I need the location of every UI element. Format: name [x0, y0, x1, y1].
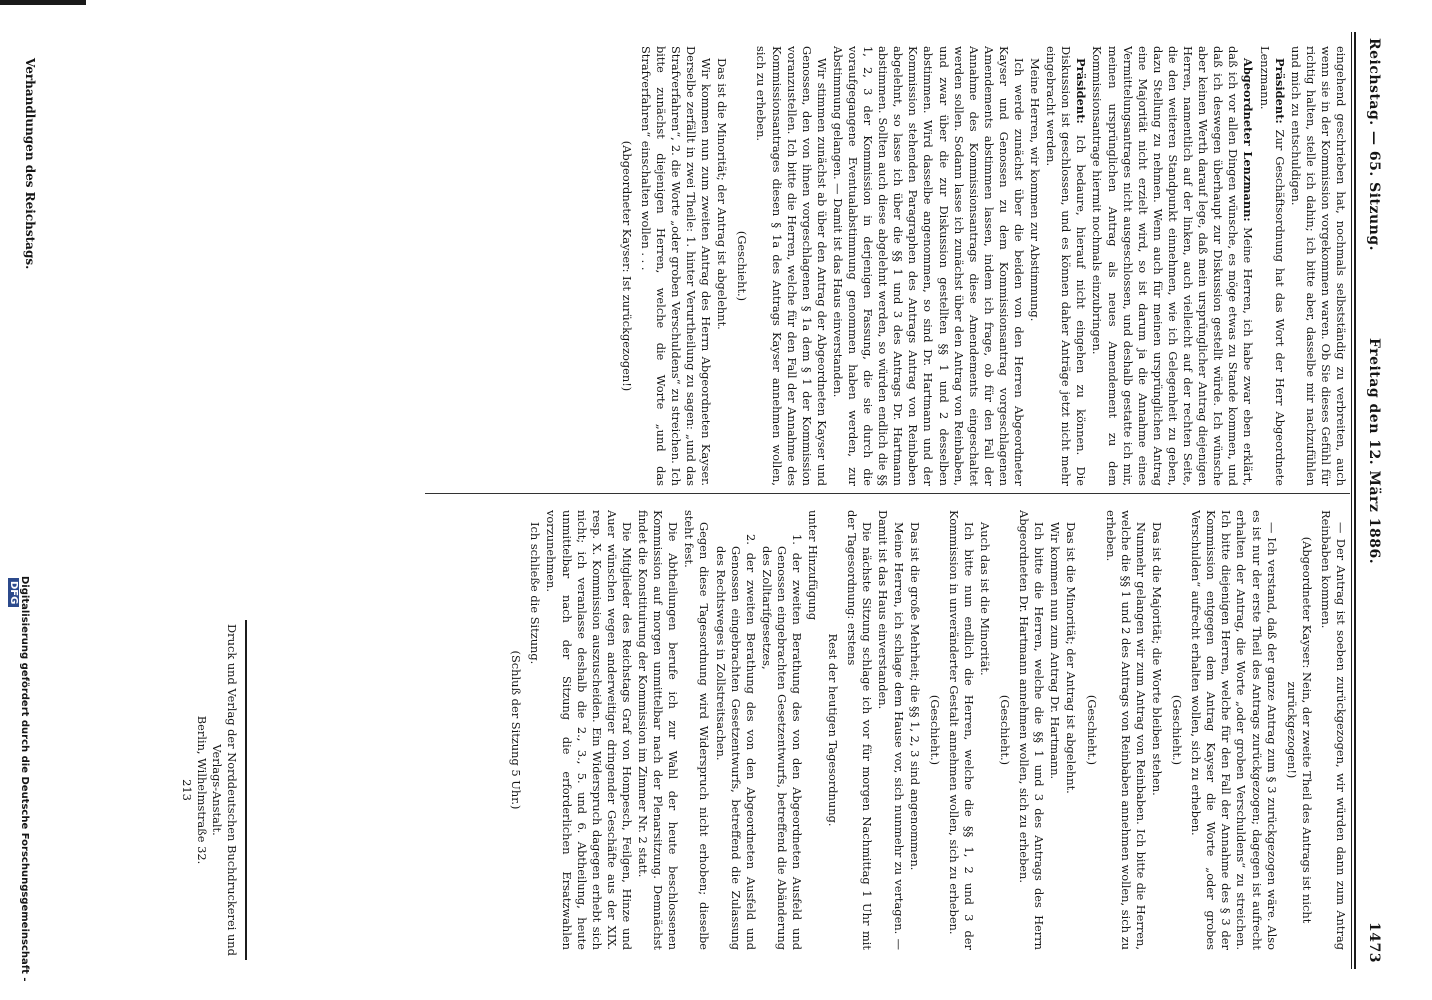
stage-direction: (Geschieht.) — [1170, 694, 1185, 766]
paragraph: Das ist die Minorität; der Antrag ist abgelehnt. — [1064, 522, 1079, 794]
paragraph: Wir kommen nun zum zweiten Antrag des Herrn Abgeordneten Kayser. Derselbe zerfällt in zwei Theile: 1. hinter Verurtheilung zu sagen: „und das Strafverfahren“, 2. die Worte „oder groben Verschuldens“ zu streichen. Ich bitte zunächst diejenigen Herren, welche die Worte „und das Strafverfahren“ einschalten wollen . . . — [638, 46, 714, 486]
paragraph — [1043, 46, 1088, 486]
speaker: Präsident: — [1074, 58, 1089, 124]
paragraph: — Der Antrag ist soeben zurückgezogen, wir würden dann zum Antrag Reinbaben kommen. — [1318, 510, 1348, 950]
running-header — [1356, 38, 1382, 963]
paragraph: Meine Herren, wir kommen zur Abstimmung. — [1028, 58, 1043, 322]
paragraph: Wir kommen nun zum Antrag Dr. Hartmann. — [1048, 522, 1063, 780]
stage-direction: (Geschieht.) — [998, 694, 1013, 766]
paragraph: Das ist die Majorität; die Worte bleiben stehen. — [1149, 522, 1164, 796]
speaker: Präsident: — [1272, 58, 1287, 124]
paragraph: Die nächste Sitzung schlage ich vor für morgen Nachmittag 1 Uhr mit der Tagesordnung: erstens — [845, 510, 875, 950]
paragraph: Ich bitte die Herren, welche die §§ 1 und 3 des Antrags des Herrn Abgeordneten Dr. Hartmann annehmen wollen, sich zu erheben. — [1017, 510, 1047, 950]
speech: Ich bedaure, hierauf nicht eingehen zu können. Die Diskussion ist geschlossen, und es können daher Anträge jetzt nicht mehr eingebracht werden. — [1044, 46, 1089, 486]
left-column — [188, 46, 1348, 486]
right-column — [188, 510, 1348, 950]
paragraph: Ich schließe die Sitzung. — [528, 522, 543, 665]
paragraph: Ich bitte nun endlich die Herren, welche die §§ 1, 2 und 3 der Kommission in unveränderter Gestalt annehmen wollen, sich zu erheben. — [946, 510, 976, 950]
paragraph: unter Hinzufügung — [806, 510, 821, 621]
paragraph: Ich werde zunächst über die beiden von den Herren Abgeordneter Kayser und Genossen zu dem Kommissionsantrag vorgeschlagenen Amendements abstimmen lassen, indem ich frage, ob für den Fall der Annahme des Kommissionsantrags diese Amendements eingeschaltet werden sollen. Sodann lasse ich zunächst über den Antrag von Reinbaben, und zwar über die zur Diskussion gestellten §§ 1 und 2 desselben abstimmen. Wird dasselbe angenommen, so sind Dr. Hartmann und der Kommission stehenden Paragraphen des Antrags Antrag von Reinbaben abgelehnt, so lasse ich über die §§ 1 und 3 des Antrags Dr. Hartmann abstimmen. Sollten auch diese abgelehnt werden, so würden endlich die §§ 1, 2, 3 der Kommission in derjenigen Fassung, die sie durch die voraufgegangene Eventualabstimmung genommen haben werden, zur Abstimmung gelangen. — Damit ist das Haus einverstanden. — [830, 46, 1027, 486]
interjection: (Abgeordneter Kayser: Nein, der zweite Theil des Antrags ist nicht zurückgezogen!) — [1284, 536, 1314, 924]
imprint-line: Berlin, Wilhelmstraße 32. — [195, 715, 209, 865]
speech: Meine Herren, ich habe zwar eben erklärt, daß ich vor allen Dingen wünsche, es möge etwas zu Stande kommen, und daß ich deswegen überhaupt zur Diskussion gestellt würde. Ich wünsche aber keinen Werth darauf lege, daß mein ursprünglicher Antrag diejenigen Herren, namentlich auf der linken, auch vielleicht auf der rechten Seite, die den weiteren Standpunkt einnehmen, wie ich Gelegenheit zu geben, dazu Stellung zu nehmen. Wenn auch für meinen ursprünglichen Antrag eine Majorität nicht erzielt wird, so ist darum ja die Annahme eines Vermittelungsantrages nicht ausgeschlossen, und deshalb gestatte ich mir, meinen ursprünglichen Antrag als neues Amendement zu dem Kommissionsantrage hiermit nochmals einzubringen. — [1090, 46, 1256, 486]
paragraph — [1256, 46, 1286, 486]
paragraph: — Ich verstand, daß der ganze Antrag zum § 3 zurückgezogen wäre. Also es ist nur der erste Theil des Antrags zurückgezogen; dagegen ist aufrecht erhalten der Antrag, die Worte „oder groben Verschuldens“ zu streichen. Ich bitte diejenigen Herren, welche für den Fall der Annahme des § 3 der Kommission entgegen dem Antrag Kayser die Worte „oder grobes Verschulden“ aufrecht erhalten wollen, sich zu erheben. — [1189, 510, 1279, 950]
header-rule-bottom — [1351, 32, 1352, 969]
paragraph: Die Abtheilungen berufe ich zur Wahl der heute beschlossenen Kommission auf morgen unmittelbar nach der Plenarsitzung. Demnächst findet die Konstituirung der Kommission im Zimmer Nr. 2 statt. — [636, 510, 681, 950]
paragraph — [1089, 46, 1255, 486]
dfg-logo: DFG — [8, 578, 19, 607]
footer-title: Verhandlungen des Reichstags. — [23, 58, 37, 270]
interjection: (Abgeordneter Kayser: Ist zurückgezogen!) — [619, 140, 634, 392]
imprint-rule — [245, 620, 247, 960]
stage-direction: (Geschieht.) — [735, 230, 750, 302]
paragraph: Auch das ist die Minorität. — [978, 522, 993, 676]
session-close: (Schluß der Sitzung 5 Uhr.) — [509, 650, 524, 810]
paragraph: Nunmehr gelangen wir zum Antrag von Reinbaben. Ich bitte die Herren, welche die §§ 1 und 2 des Antrags von Reinbaben annehmen wollen, sich zu erheben. — [1103, 510, 1148, 950]
speaker: Abgeordneter Lenzmann: — [1241, 58, 1256, 222]
paragraph: eingehend geschrieben hat, nochmals selbstständig zu verbreiten, auch wenn sie in der Kommission vorgekommen waren. Ob Sie dieses Gefühl für richtig halten, stelle ich dahin; ich bitte aber, dasselbe mir nachzufühlen und mich zu entschuldigen. — [1288, 46, 1348, 486]
sheet-number: 213 — [180, 779, 194, 801]
paragraph: Meine Herren, ich schlage dem Hause vor, sich nunmehr zu vertagen. — Damit ist das Haus einverstanden. — [876, 510, 906, 950]
paragraph: Wir stimmen zunächst ab über den Antrag der Abgeordneten Kayser und Genossen, den von ihnen vorgeschlagenen § 1a dem § 1 der Kommission voranzustellen. Ich bitte die Herren, welche für den Fall der Annahme des Kommissionsantrages diesen § 1a des Antrags Kayser annehmen wollen, sich zu erheben. — [754, 46, 829, 486]
agenda-item: 2. der zweiten Berathung des von den Abgeordneten Ausfeld und Genossen eingebrachten Gesetzentwurfs, betreffend die Zulassung des Rechtsweges in Zollstreitsachen. — [713, 534, 758, 950]
speech: Zur Geschäftsordnung hat das Wort der Herr Abgeordnete Lenzmann. — [1257, 46, 1287, 486]
stage-direction: (Geschieht.) — [1084, 694, 1099, 766]
imprint-line: Druck und Verlag der Norddeutschen Buchdruckerei und Verlags-Anstalt. — [210, 624, 239, 956]
paragraph: Die Mitglieder des Reichstags Graf von Hompesch, Feilgen, Hinze und Auer wünschen wegen anderweitiger dringender Geschäfte aus der XIX. resp. X. Kommission auszuscheiden. Ein Widerspruch dagegen erhebt sich nicht; ich veranlasse deshalb die 2., 3., 5. und 6. Abtheilung, heute unmittelbar nach der Sitzung die erforderlichen Ersatzwahlen vorzunehmen. — [544, 510, 634, 950]
paragraph: Das ist die große Mehrheit; die §§ 1, 2, 3 sind angenommen. — [907, 522, 922, 871]
column-divider — [425, 493, 1350, 494]
paragraph: Gegen diese Tagesordnung wird Widerspruch nicht erhoben; dieselbe steht fest. — [682, 510, 712, 950]
header-rule-top — [1354, 32, 1356, 969]
page-number: 1473 — [1366, 922, 1382, 963]
agenda-item: 1. der zweiten Berathung des von den Abgeordneten Ausfeld und Genossen eingebrachten Gesetzentwurfs, betreffend die Abänderung des Zolltarifgesetzes, — [759, 534, 804, 950]
header-session: Reichstag. — 65. Sitzung. — [1366, 38, 1382, 251]
digitization-credit — [8, 576, 30, 1000]
header-date: Freitag den 12. März 1886. — [1366, 338, 1382, 565]
credit-text: Digitalisierung gefördert durch die Deutsche Forschungsgemeinschaft - — [19, 576, 30, 982]
paragraph: Das ist die Minorität; der Antrag ist abgelehnt. — [715, 58, 730, 330]
agenda-heading: Rest der heutigen Tagesordnung. — [826, 633, 841, 827]
printer-imprint — [179, 620, 247, 960]
stage-direction: (Geschieht.) — [927, 694, 942, 766]
